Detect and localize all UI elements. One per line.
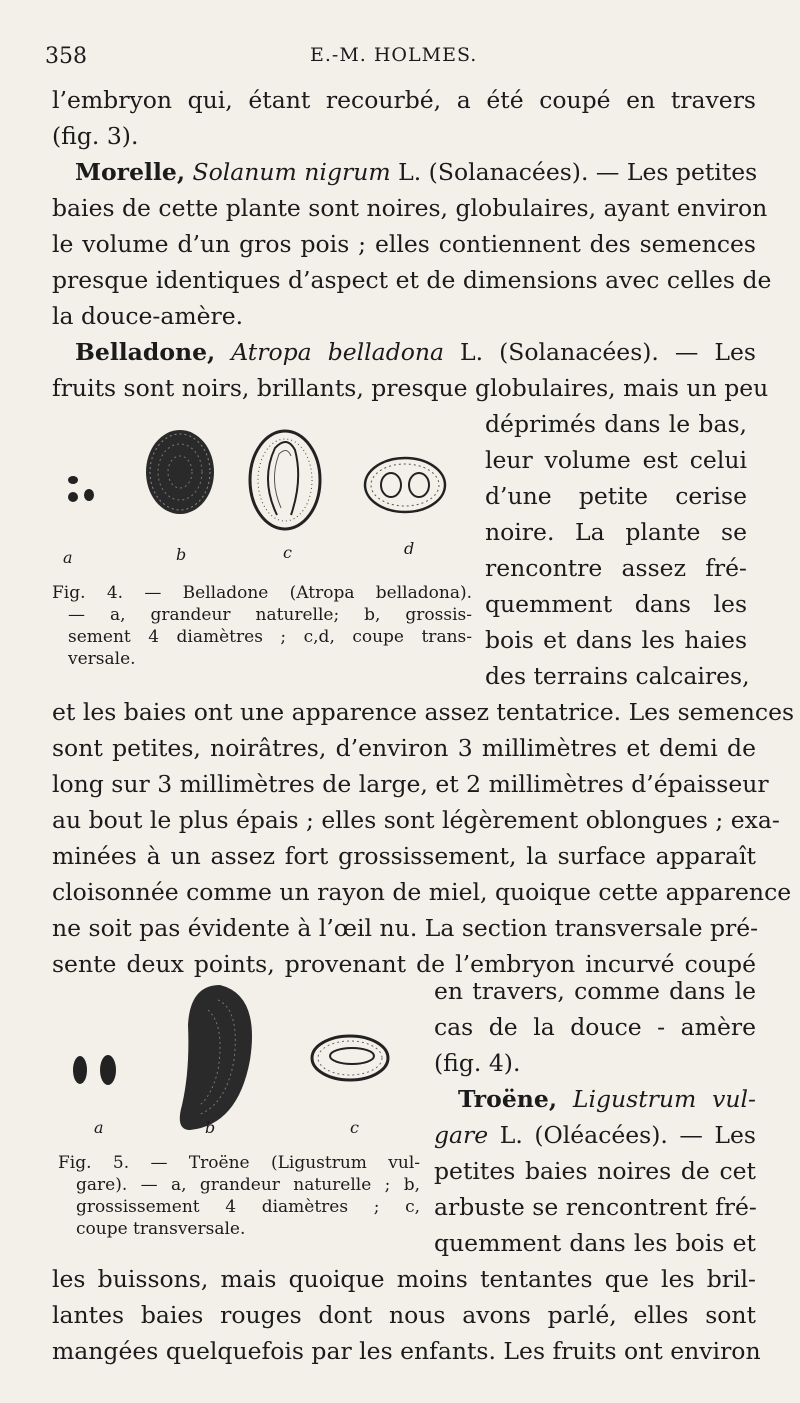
figure-5c-section (312, 1036, 388, 1080)
text-line: les buissons, mais quoique moins tentantes que les bril- (52, 1265, 756, 1293)
caption-line: versale. (68, 649, 136, 669)
morelle-rest: L. (Solanacées). — Les petites (390, 158, 758, 186)
page-header (45, 44, 765, 74)
text-line: mangées quelquefois par les enfants. Les fruits ont environ (52, 1337, 761, 1365)
text-line: presque identiques d’aspect et de dimensions avec celles de (52, 266, 772, 294)
text-line: au bout le plus épais ; elles sont légèrement oblongues ; exa- (52, 806, 780, 834)
figure-4-letter-b: b (176, 545, 187, 564)
caption-line: gare). — a, grandeur naturelle ; b, (76, 1175, 420, 1195)
figure-4a-seeds (68, 476, 94, 502)
text-line: des terrains calcaires, (485, 662, 750, 690)
text-line: cas de la douce - amère (434, 1013, 756, 1041)
page-number: 358 (45, 44, 87, 69)
figure-5a-seeds (73, 1055, 116, 1085)
text-line: (fig. 4). (434, 1049, 521, 1077)
text-line: quemment dans les bois et (434, 1229, 756, 1257)
figure-5-letter-a: a (94, 1118, 104, 1137)
text-line: arbuste se rencontrent fré- (434, 1193, 757, 1221)
belladone-title: Belladone, (75, 338, 216, 366)
text-line: petites baies noires de cet (434, 1157, 756, 1185)
troene-latin-1: Ligustrum vul- (572, 1085, 756, 1113)
text-line: d’une petite cerise (485, 482, 747, 510)
morelle-title: Morelle, (75, 158, 186, 186)
text-line: le volume d’un gros pois ; elles contiennent des semences (52, 230, 756, 258)
text-line: sente deux points, provenant de l’embryon incurvé coupé (52, 950, 756, 978)
figure-5-letter-c: c (350, 1118, 359, 1137)
figure-5-letter-b: b (205, 1118, 216, 1137)
figure-4-letter-a: a (63, 548, 73, 567)
figure-5-caption (58, 1152, 420, 1240)
caption-line: Fig. 5. — Troëne (Ligustrum vul- (58, 1153, 420, 1173)
figure-4c-section (250, 431, 320, 529)
figure-5-illustration (60, 980, 430, 1130)
figure-4-caption (52, 582, 472, 670)
text-line: et les baies ont une apparence assez tentatrice. Les semences (52, 698, 795, 726)
belladone-rest: L. (Solanacées). — Les (444, 338, 756, 366)
text-line: ne soit pas évidente à l’œil nu. La section transversale pré- (52, 914, 759, 942)
text-line: déprimés dans le bas, (485, 410, 747, 438)
text-line: en travers, comme dans le (434, 977, 756, 1005)
belladone-latin: Atropa belladona (231, 338, 445, 366)
figure-5b-seed (180, 985, 252, 1130)
belladone-heading-line (75, 334, 756, 370)
text-line: rencontre assez fré- (485, 554, 747, 582)
figure-4d-section (365, 458, 445, 512)
text-line: la douce-amère. (52, 302, 244, 330)
figure-4-letter-d: d (404, 539, 415, 558)
text-line: minées à un assez fort grossissement, la surface apparaît (52, 842, 756, 870)
text-line: leur volume est celui (485, 446, 747, 474)
caption-line: sement 4 diamètres ; c,d, coupe trans- (68, 627, 472, 647)
text-line: baies de cette plante sont noires, globulaires, ayant environ (52, 194, 768, 222)
text-line: l’embryon qui, étant recourbé, a été coupé en travers (52, 86, 756, 114)
figure-4b-seed (146, 430, 214, 514)
caption-line: — a, grandeur naturelle; b, grossis- (68, 605, 472, 625)
text-line: sont petites, noirâtres, d’environ 3 millimètres et demi de (52, 734, 756, 762)
troene-title: Troëne, (458, 1085, 558, 1113)
troene-latin-2: gare (434, 1121, 489, 1149)
running-head: E.-M. HOLMES. (310, 44, 478, 66)
caption-line: coupe transversale. (76, 1219, 246, 1239)
text-line: long sur 3 millimètres de large, et 2 millimètres d’épaisseur (52, 770, 769, 798)
figure-4-letter-c: c (283, 543, 292, 562)
caption-line: Fig. 4. — Belladone (Atropa belladona). (52, 583, 472, 603)
text-line: (fig. 3). (52, 122, 139, 150)
morelle-heading-line (75, 154, 756, 190)
troene-heading-line (458, 1081, 756, 1117)
figure-4-illustration (55, 420, 455, 570)
text-line: bois et dans les haies (485, 626, 747, 654)
troene-heading-line-2 (434, 1117, 756, 1153)
morelle-latin: Solanum nigrum (192, 158, 391, 186)
text-line: cloisonnée comme un rayon de miel, quoique cette apparence (52, 878, 792, 906)
caption-line: grossissement 4 diamètres ; c, (76, 1197, 420, 1217)
text-line: fruits sont noirs, brillants, presque globulaires, mais un peu (52, 374, 769, 402)
text-line: noire. La plante se (485, 518, 747, 546)
text-line: quemment dans les (485, 590, 747, 618)
troene-rest: L. (Oléacées). — Les (488, 1121, 756, 1149)
text-line: lantes baies rouges dont nous avons parlé, elles sont (52, 1301, 756, 1329)
